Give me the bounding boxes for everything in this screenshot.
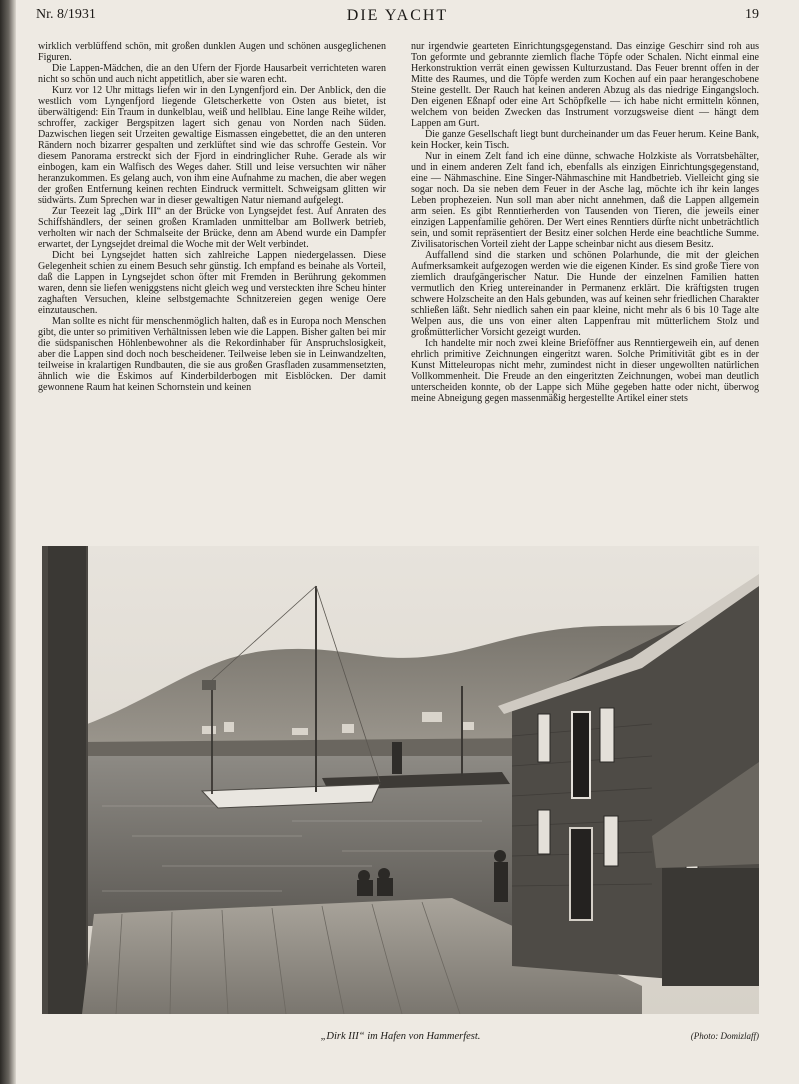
figure-caption: „Dirk III“ im Hafen von Hammerfest. — [320, 1031, 481, 1042]
harbor-photo-illustration — [42, 546, 759, 1014]
paragraph: Auffallend sind die starken und schönen Polarhunde, die mit der gleichen Aufmerksamkeit aufgezogen werden wie die eigenen Kinder. Es sind große Tiere von ziemlich draufgängerischer Natur. Die Hunde der einzelnen Familien hatten vermutlich den Krieg untereinander in Permanenz erklärt. Die kräftigsten trugen schwere Holzscheite an den Hals gebunden, was auf keinen sehr friedlichen Charakter schließen läßt. Sehr niedlich sahen ein paar kleine, nicht mehr als 6 bis 10 Tage alte Welpen aus, die uns von einer alten Lappenfrau mit mütterlichem Stolz und großmütterlicher Vorsicht gezeigt wurden. — [411, 250, 759, 338]
page-header — [36, 7, 759, 29]
page-binding-shadow — [0, 0, 16, 1084]
paragraph: Man sollte es nicht für menschenmöglich halten, daß es in Europa noch Menschen gibt, die unter so primitiven Verhältnissen leben wie die Lappen. Bisher galten bei mir die südspanischen Höhlenbewohner als die Rekordinhaber für Anspruchslosigkeit, aber die Lappen sind doch noch bescheidener. Teilweise leben sie in Leinwandzelten, teilweise in kralartigen Rundbauten, die sie aus großen Grasfladen zusammensetzten, ähnlich wie die Eskimos auf Kinderbilderbogen mit Eisblöcken. Der damit gewonnene Raum hat keinen Schornstein und keinen — [38, 316, 386, 393]
figure-caption-row — [42, 1031, 759, 1049]
article-right-column — [411, 41, 759, 404]
page-number: 19 — [745, 7, 759, 22]
paragraph: nur irgendwie gearteten Einrichtungsgegenstand. Das einzige Geschirr sind roh aus Ton geformte und gebrannte ziemlich flache Töpfe oder Schalen. Nicht einmal eine Herkonstruktion verrät einen gewissen Kulturzustand. Das Feuer brennt offen in der Mitte des Raumes, und die Töpfe werden zum Kochen auf ein paar herangeschobene Steine gestellt. Der Rauch hat keinen anderen Abzug als das niedrige Eingangsloch. Den eigenen Eßnapf oder eine Art Schöpfkelle — ich habe nicht ermitteln können, welchem von beiden Zwecken das Instrument vorzugsweise dient — hängt dem Lappen am Gurt. — [411, 41, 759, 129]
paragraph: Die Lappen-Mädchen, die an den Ufern der Fjorde Hausarbeit verrichteten waren nicht so schön und auch nicht appetitlich, aber sie waren echt. — [38, 63, 386, 85]
magazine-title: DIE YACHT — [346, 7, 449, 24]
harbor-photograph — [42, 546, 759, 1014]
paragraph: wirklich verblüffend schön, mit großen dunklen Augen und schönen ausgeglichenen Figuren. — [38, 41, 386, 63]
paragraph: Kurz vor 12 Uhr mittags liefen wir in den Lyngenfjord ein. Der Anblick, den die westlich vom Lyngenfjord liegende Gletscherkette von Osten aus bietet, ist überwältigend: Ein Traum in dunkelblau, weiß und hellblau. Eine lange Reihe wilder, schroffer, zackiger Bergspitzen lagert sich genau von Norden nach Süden. Dazwischen liegen seit Urzeiten gewaltige Eismassen eingebettet, die an den unteren Rändern noch bizarrer gespalten und zerklüftet sind wie das schroffe Gestein. Vor diesem Panorama erstreckt sich der Fjord in eindringlicher Ruhe. Gerade als wir einbogen, kam ein Walfisch des Weges daher. Still und leise versuchten wir näher heranzukommen. Es gelang auch, von ihm eine Aufnahme zu machen, die aber wegen der großen Entfernung keinen rechten Eindruck vermittelt. Schweigsam glitten wir südwärts. Zum Sprechen war in dieser gewaltigen Natur niemand aufgelegt. — [38, 85, 386, 206]
paragraph: Die ganze Gesellschaft liegt bunt durcheinander um das Feuer herum. Keine Bank, kein Hocker, kein Tisch. — [411, 129, 759, 151]
paragraph: Dicht bei Lyngsejdet hatten sich zahlreiche Lappen niedergelassen. Diese Gelegenheit schien zu einem Besuch sehr günstig. Ich empfand es beinahe als Vorteil, daß die Lappen in Lyngsejdet schon öfter mit Fremden in Berührung gekommen waren, denn sie liefen weniggstens nicht gleich weg und versteckten ihre Scheu hinter zaghaften Versuchen, kleine selbstgemachte Schnitzereien gegen wenige Oere einzutauschen. — [38, 250, 386, 316]
paragraph: Nur in einem Zelt fand ich eine dünne, schwache Holzkiste als Vorratsbehälter, und in einem anderen Zelt fand ich, ebenfalls als einzigen Einrichtungsgegenstand, eine — Nähmaschine. Eine Singer-Nähmaschine mit Handbetrieb. Vielleicht ging sie sogar noch. Da sie neben dem Feuer in der Asche lag, möchte ich ihr kein langes Leben prophezeien. Nun soll man aber nicht annehmen, daß die Lappen allgemein arm seien. Es gibt Renntierherden von Tausenden von Tieren, die jeweils einer einzigen Lappenfamilie gehören. Der Wert eines Renntiers dürfte nicht unbeträchtlich sein, und somit repräsentiert der Besitz einer solchen Herde eine beachtliche Summe. Zivilisatorischen Vorteil zieht der Lappe scheinbar nicht aus diesem Besitz. — [411, 151, 759, 250]
photo-credit: (Photo: Domizlaff) — [690, 1031, 759, 1041]
paragraph: Ich handelte mir noch zwei kleine Brieföffner aus Renntiergeweih ein, auf denen ehrlich primitive Zeichnungen eingeritzt waren. Solche Primitivität gibt es in der Kunst Mitteleuropas nicht mehr, zumindest nicht in dieser ungewollten natürlichen Vollkommenheit. Die Freude an den eingeritzten Zeichnungen, wobei man deutlich unterscheiden konnte, ob der Lappe sich Mühe gegeben hatte oder nicht, überwog meine Abneigung gegen massenmäßig hergestellte Artikel einer stets — [411, 338, 759, 404]
article-left-column — [38, 41, 386, 393]
issue-number: Nr. 8/1931 — [36, 7, 96, 22]
paragraph: Zur Teezeit lag „Dirk III“ an der Brücke von Lyngsejdet fest. Auf Anraten des Schiffshändlers, der seinen großen Kramladen unmittelbar am Bollwerk betrieb, verholten wir nach der Schmalseite der Brücke, denn am Abend wurde ein Dampfer erwartet, der Lyngsejdet dreimal die Woche mit der Welt verbindet. — [38, 206, 386, 250]
